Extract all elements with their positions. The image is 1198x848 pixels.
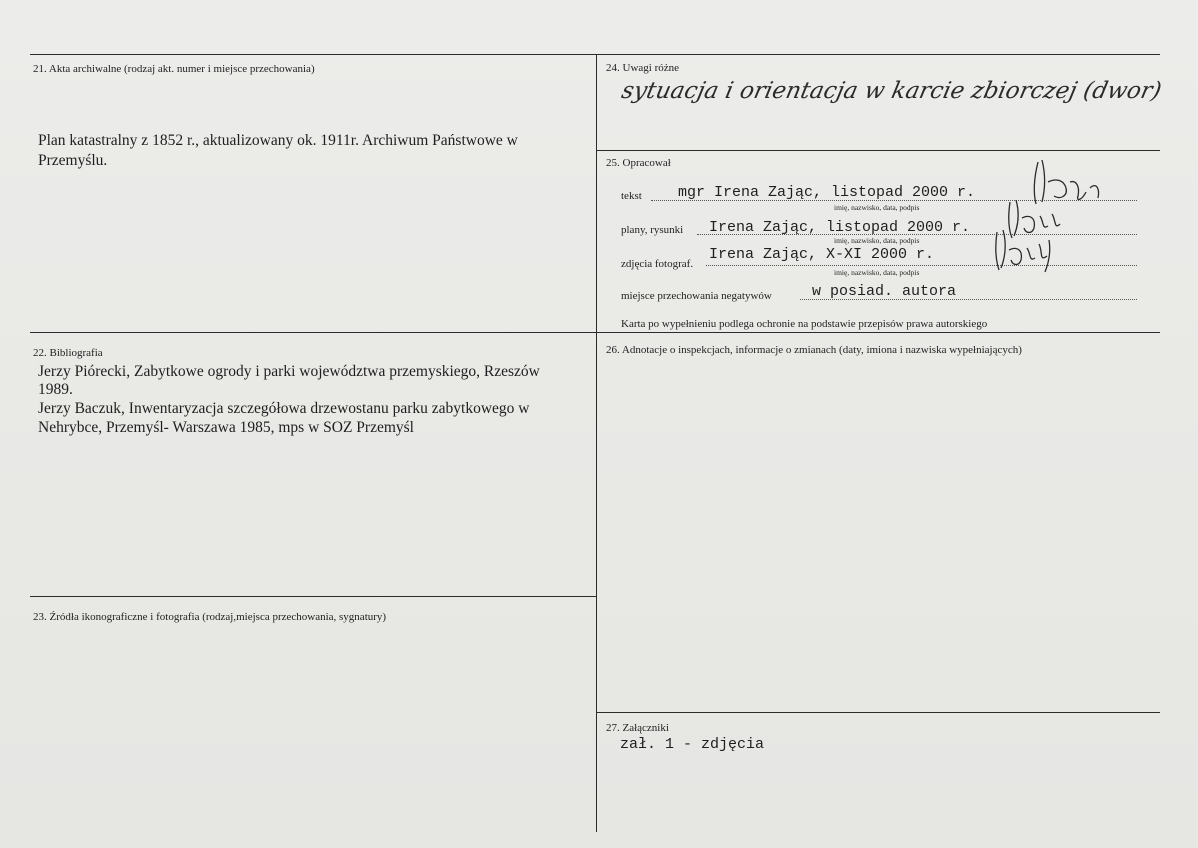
negatywy-value: w posiad. autora — [812, 283, 957, 300]
section-27-label: 27. Załączniki — [606, 722, 669, 734]
center-divider — [596, 54, 597, 832]
section-23-label: 23. Źródła ikonograficzne i fotografia (rodzaj,miejsca przechowania, sygnatury) — [33, 611, 387, 623]
signature-zdjecia — [985, 226, 1065, 276]
remarks-handwriting: sytuacja i orientacja w karcie zbiorczej (dwor) — [619, 78, 1164, 104]
section-21-line-2: Przemyślu. — [38, 152, 108, 169]
bibliography-line-4: Nehrybce, Przemyśl- Warszawa 1985, mps w SOZ Przemyśl — [38, 419, 414, 436]
copyright-note: Karta po wypełnieniu podlega ochronie na podstawie przepisów prawa autorskiego — [621, 318, 988, 330]
zdjecia-dotted-line — [706, 265, 1137, 266]
tekst-value: mgr Irena Zając, listopad 2000 r. — [678, 184, 976, 201]
section-25-label: 25. Opracował — [606, 157, 671, 169]
zdjecia-value: Irena Zając, X-XI 2000 r. — [709, 246, 935, 263]
plany-label: plany, rysunki — [621, 224, 684, 236]
divider-22-23 — [30, 596, 596, 597]
divider-26-27 — [596, 712, 1160, 713]
divider-24-25 — [596, 150, 1160, 151]
divider-21-22 — [30, 332, 1160, 333]
plany-hint: imię, nazwisko, data, podpis — [834, 236, 920, 245]
zdjecia-label: zdjęcia fotograf. — [621, 258, 694, 270]
section-22-label: 22. Bibliografia — [33, 347, 103, 359]
bibliography-line-1: Jerzy Piórecki, Zabytkowe ogrody i parki województwa przemyskiego, Rzeszów — [38, 363, 540, 380]
top-rule — [30, 54, 1160, 55]
section-24-label: 24. Uwagi różne — [606, 62, 680, 74]
attachments-value: zał. 1 - zdjęcia — [620, 736, 765, 753]
negatywy-label: miejsce przechowania negatywów — [621, 290, 772, 302]
bibliography-line-3: Jerzy Baczuk, Inwentaryzacja szczegółowa drzewostanu parku zabytkowego w — [38, 400, 530, 417]
section-21-line-1: Plan katastralny z 1852 r., aktualizowany ok. 1911r. Archiwum Państwowe w — [38, 132, 518, 149]
tekst-label: tekst — [621, 190, 642, 202]
plany-value: Irena Zając, listopad 2000 r. — [709, 219, 971, 236]
zdjecia-hint: imię, nazwisko, data, podpis — [834, 268, 920, 277]
tekst-hint: imię, nazwisko, data, podpis — [834, 203, 920, 212]
section-26-label: 26. Adnotacje o inspekcjach, informacje o zmianach (daty, imiona i nazwiska wypełniających) — [606, 344, 1022, 356]
bibliography-line-2: 1989. — [38, 381, 73, 398]
section-21-label: 21. Akta archiwalne (rodzaj akt. numer i miejsce przechowania) — [33, 63, 315, 75]
